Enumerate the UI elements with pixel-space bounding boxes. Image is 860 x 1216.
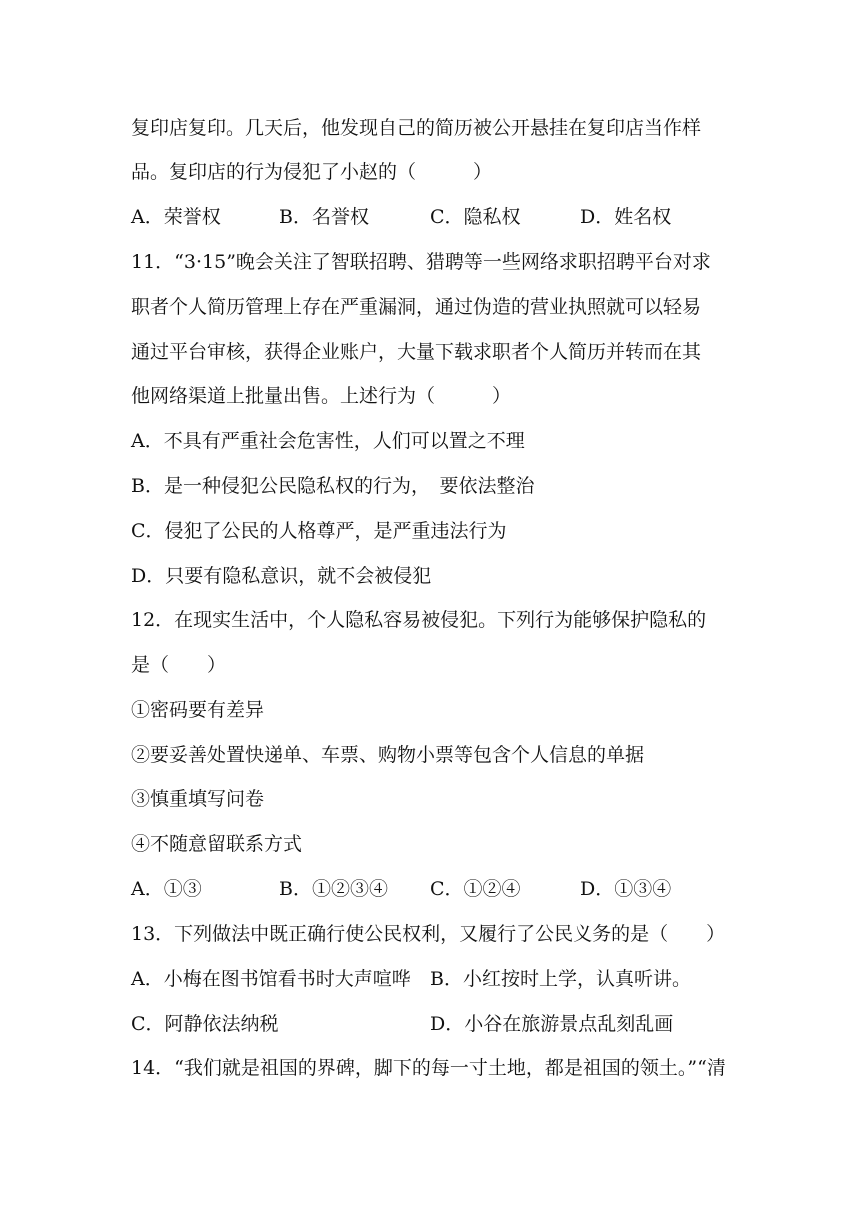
- q12-item-3: ③慎重填写问卷: [131, 788, 265, 810]
- q12-option-d: D．①③④: [580, 878, 672, 900]
- q11-option-d: D．只要有隐私意识，就不会被侵犯: [131, 565, 432, 587]
- q10-text-line-2: 品。复印店的行为侵犯了小赵的（ ）: [131, 161, 493, 183]
- q11-text-line-4: 他网络渠道上批量出售。上述行为（ ）: [131, 385, 512, 407]
- q10-option-a: A．荣誉权: [131, 206, 221, 228]
- q13-option-b: B．小红按时上学，认真听讲。: [430, 968, 691, 990]
- q11-option-b: B．是一种侵犯公民隐私权的行为， 要依法整治: [131, 475, 535, 497]
- q11-text-line-3: 通过平台审核，获得企业账户，大量下载求职者个人简历并转而在其: [131, 341, 702, 363]
- q12-option-c: C．①②④: [430, 878, 521, 900]
- q11-text-line-1: 11．“3·15”晚会关注了智联招聘、猎聘等一些网络求职招聘平台对求: [131, 251, 711, 273]
- q11-option-c: C．侵犯了公民的人格尊严，是严重违法行为: [131, 520, 507, 542]
- q12-text-line-1: 12．在现实生活中，个人隐私容易被侵犯。下列行为能够保护隐私的: [131, 609, 707, 631]
- q12-item-2: ②要妥善处置快递单、车票、购物小票等包含个人信息的单据: [131, 744, 645, 766]
- q13-option-a: A．小梅在图书馆看书时大声喧哗: [131, 968, 411, 990]
- q13-option-d: D．小谷在旅游景点乱刻乱画: [430, 1013, 674, 1035]
- q10-option-c: C．隐私权: [430, 206, 521, 228]
- q11-option-a: A．不具有严重社会危害性，人们可以置之不理: [131, 430, 525, 452]
- q12-option-b: B．①②③④: [279, 878, 388, 900]
- q12-text-line-2: 是（ ）: [131, 654, 227, 676]
- q12-item-1: ①密码要有差异: [131, 699, 265, 721]
- q12-option-a: A．①③: [131, 878, 202, 900]
- q10-text-line-1: 复印店复印。几天后，他发现自己的简历被公开悬挂在复印店当作样: [131, 117, 702, 139]
- q14-text-line-1: 14．“我们就是祖国的界碑，脚下的每一寸土地，都是祖国的领土。”“清: [131, 1057, 726, 1079]
- q13-option-c: C．阿静依法纳税: [131, 1013, 279, 1035]
- q10-option-d: D．姓名权: [580, 206, 672, 228]
- q10-option-b: B．名誉权: [279, 206, 369, 228]
- q13-text-line-1: 13．下列做法中既正确行使公民权利，又履行了公民义务的是（ ）: [131, 923, 726, 945]
- q11-text-line-2: 职者个人简历管理上存在严重漏洞，通过伪造的营业执照就可以轻易: [131, 296, 702, 318]
- q12-item-4: ④不随意留联系方式: [131, 833, 303, 855]
